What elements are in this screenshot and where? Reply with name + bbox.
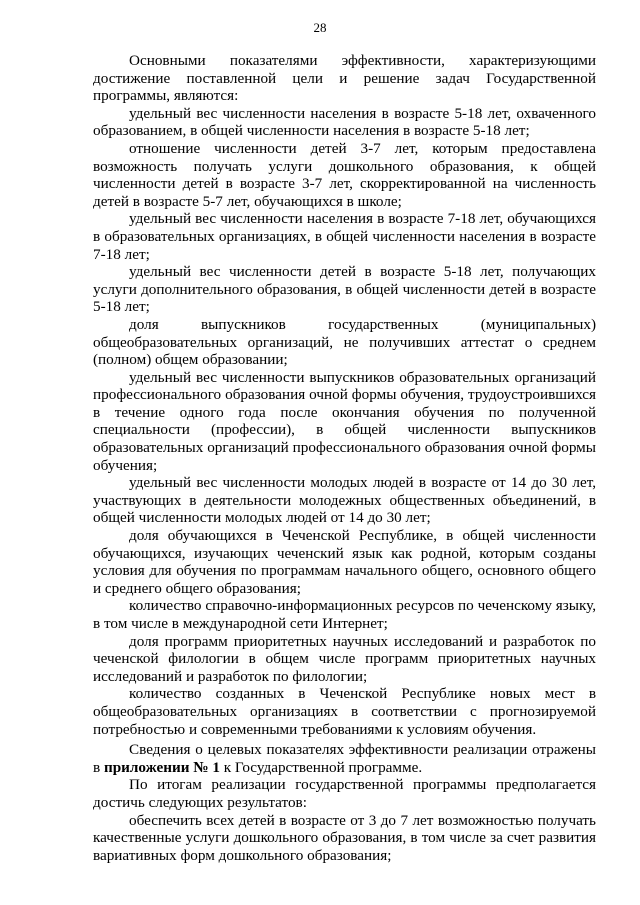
indicator-paragraph: удельный вес численности населения в возрасте 7-18 лет, обучающихся в образовательных организациях, в общей численности населения в возрасте 7-18 лет; [93,210,596,263]
indicator-paragraph: отношение численности детей 3-7 лет, которым предоставлена возможность получать услуги дошкольного образования, к общей численности детей в возрасте 3-7 лет, скорректированной на численность детей в возрасте 5-7 лет, обучающихся в школе; [93,139,596,210]
indicator-paragraph: удельный вес численности выпускников образовательных организаций профессионального образования очной формы обучения, трудоустроившихся в течение одного года после окончания обучения по полученной специальности (профессии), в общей численности выпускников образовательных организаций профессионального образования очной формы обучения; [93,368,596,474]
results-intro-paragraph: По итогам реализации государственной программы предполагается достичь следующих результатов: [93,776,596,811]
indicator-paragraph: доля выпускников государственных (муниципальных) общеобразовательных организаций, не получивших аттестат о среднем (полном) общем образовании; [93,315,596,369]
indicator-paragraph: количество справочно-информационных ресурсов по чеченскому языку, в том числе в международной сети Интернет; [93,597,596,632]
result-paragraph: обеспечить всех детей в возрасте от 3 до 7 лет возможностью получать качественные услуги дошкольного образования, в том числе за счет развития вариативных форм дошкольного образования; [93,811,596,864]
appendix-reference-tail: к Государственной программе. [219,758,423,776]
page-number: 28 [313,20,327,35]
indicator-paragraph: удельный вес численности молодых людей в возрасте от 14 до 30 лет, участвующих в деятельности молодежных общественных объединений, в общей численности молодых людей от 14 до 30 лет; [93,474,596,527]
appendix-reference-paragraph [93,741,596,776]
indicator-paragraph: доля обучающихся в Чеченской Республике, в общей численности обучающихся, изучающих чеченский язык как родной, которым созданы условия для обучения по программам начального общего, основного общего и среднего общего образования; [93,527,596,597]
appendix-reference-bold: приложении № 1 [103,758,220,776]
indicator-paragraph: удельный вес численности населения в возрасте 5-18 лет, охваченного образованием, в общей численности населения в возрасте 5-18 лет; [93,104,596,140]
document-body [93,52,596,864]
indicator-paragraph: количество созданных в Чеченской Республике новых мест в общеобразовательных организациях в соответствии с прогнозируемой потребностью и современными требованиями к условиям обучения. [93,685,596,738]
appendix-reference-text: Сведения о целевых показателях эффективности реализации отражены в [93,741,596,776]
indicator-paragraph: доля программ приоритетных научных исследований и разработок по чеченской филологии в общем числе программ приоритетных научных исследований и разработок по филологии; [93,632,596,685]
indicator-paragraph: удельный вес численности детей в возрасте 5-18 лет, получающих услуги дополнительного образования, в общей численности детей в возрасте 5-18 лет; [93,263,596,316]
intro-paragraph: Основными показателями эффективности, характеризующими достижение поставленной цели и решение задач Государственной программы, являются: [93,52,596,105]
